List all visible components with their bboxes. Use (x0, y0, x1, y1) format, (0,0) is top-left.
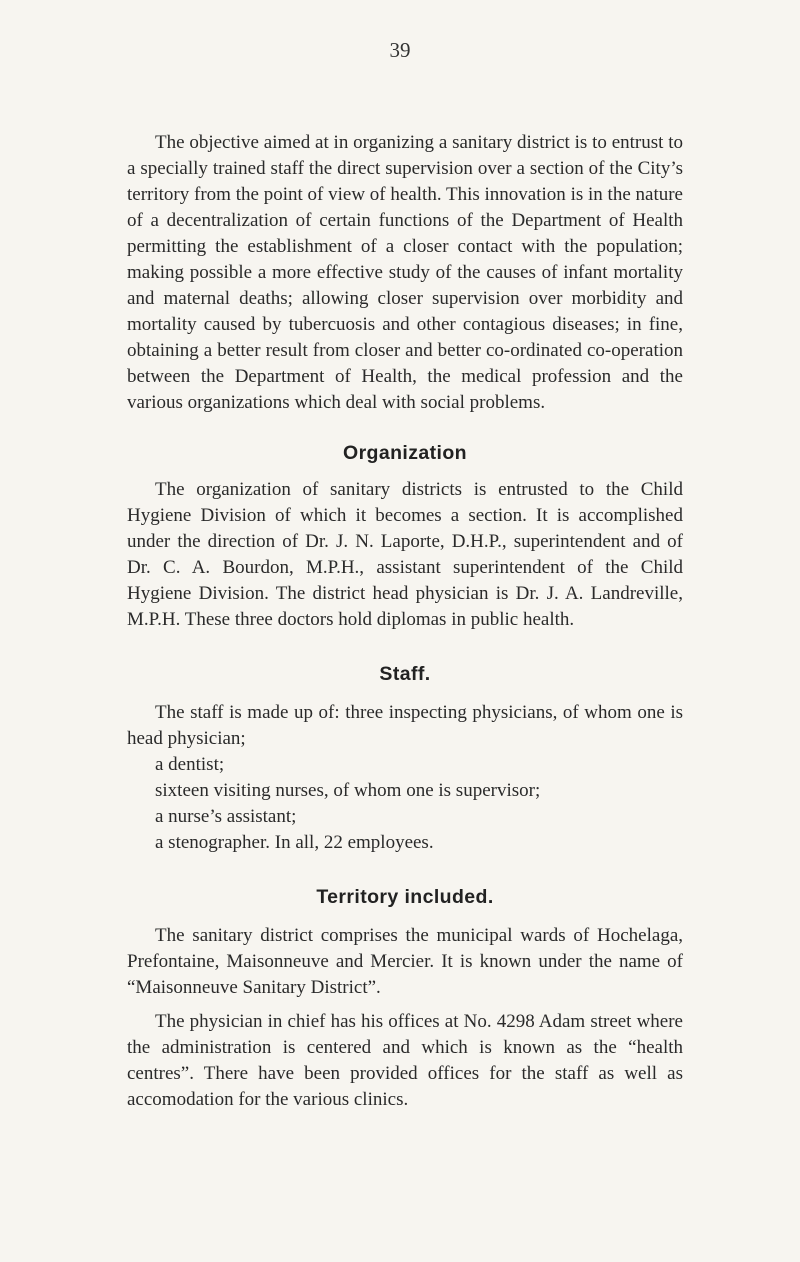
staff-list-item: sixteen visiting nurses, of whom one is supervisor; (155, 780, 541, 801)
page-number: 39 (389, 38, 411, 62)
staff-list-item: a stenographer. In all, 22 employees. (155, 832, 434, 853)
staff-list (127, 752, 683, 856)
intro-paragraph: The objective aimed at in organizing a sanitary district is to entrust to a specially trained staff the direct supervision over a section of the City’s territory from the point of view of health. This innovation is in the nature of a decentralization of certain functions of the Department of Health permitting the establishment of a closer contact with the population; making possible a more effective study of the causes of infant mortality and maternal deaths; allowing closer supervision over morbidity and mortality caused by tubercuosis and other contagious diseases; in fine, obtaining a better result from closer and better co-ordinated co-operation between the Department of Health, the medical profession and the various organizations which deal with social problems. (127, 132, 683, 413)
territory-paragraph-1: The sanitary district comprises the municipal wards of Hochelaga, Prefontaine, Maisonneuve and Mercier. It is known under the name of “Maisonneuve Sanitary District”. (127, 925, 683, 998)
staff-list-item: a nurse’s assistant; (155, 806, 297, 827)
page-content (127, 130, 683, 1113)
organization-heading: Organization (343, 442, 467, 464)
staff-intro: The staff is made up of: three inspecting physicians, of whom one is head physician; (127, 702, 683, 749)
territory-paragraph-2: The physician in chief has his offices at No. 4298 Adam street where the administration is centered and which is known as the “health centres”. There have been provided offices for the staff as well as accomodation for the various clinics. (127, 1011, 683, 1110)
staff-heading: Staff. (379, 663, 431, 685)
staff-list-item: a dentist; (155, 754, 225, 775)
organization-paragraph: The organization of sanitary districts is entrusted to the Child Hygiene Division of which it becomes a section. It is accomplished under the direction of Dr. J. N. Laporte, D.H.P., superintendent and of Dr. C. A. Bourdon, M.P.H., assistant superintendent of the Child Hygiene Division. The district head physician is Dr. J. A. Landreville, M.P.H. These three doctors hold diplomas in public health. (127, 479, 683, 630)
territory-heading: Territory included. (316, 886, 494, 908)
